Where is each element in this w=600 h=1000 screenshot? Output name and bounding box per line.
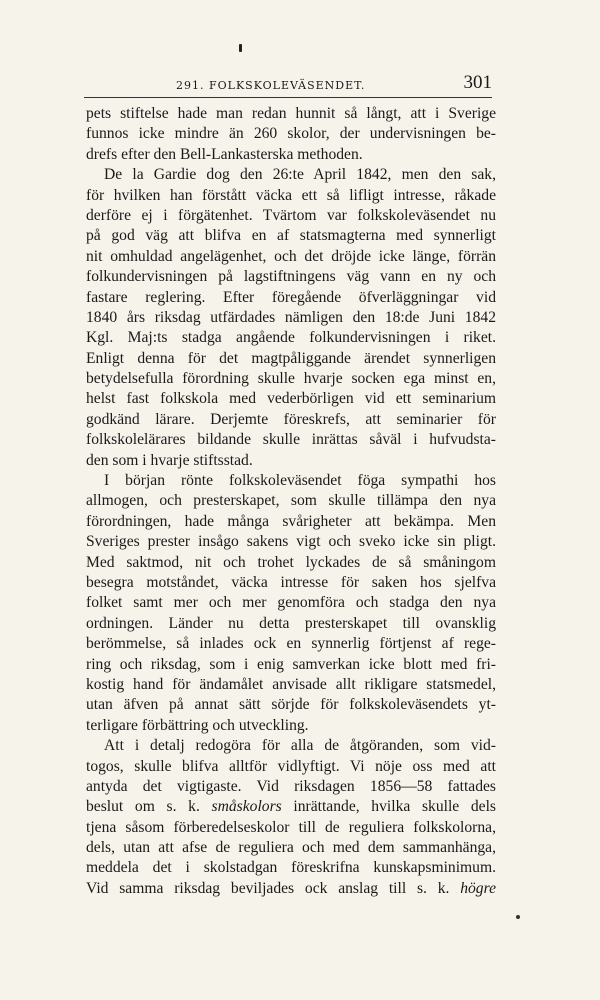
- text-line: [86, 655, 496, 675]
- text-line: [86, 593, 496, 613]
- text-line: [86, 308, 496, 328]
- text-line-content: beslut om s. k.: [86, 798, 212, 816]
- text-line-content: ordningen. Länder nu detta presterskapet till ovansklig: [86, 614, 496, 632]
- running-header: [84, 70, 492, 98]
- text-line: [86, 777, 496, 797]
- text-line: [86, 349, 496, 369]
- text-line: [86, 573, 496, 593]
- text-line-content: meddela det i skolstadgan föreskrifna kunskapsminimum.: [86, 859, 496, 877]
- margin-dot: [516, 915, 520, 919]
- text-line: [86, 328, 496, 348]
- text-line: [86, 716, 496, 736]
- text-line-content: Kgl. Maj:ts stadga angående folkundervisningen i riket.: [86, 329, 496, 347]
- text-line-content: funnos icke mindre än 260 skolor, der undervisningen be-: [86, 125, 496, 143]
- text-line-content: folket samt mer och mer genomföra och stadga den nya: [86, 594, 496, 612]
- text-line: [86, 757, 496, 777]
- text-line-content: pets stiftelse hade man redan hunnit så långt, att i Sverige: [86, 105, 496, 122]
- text-line-content: dels, utan att afse de reguliera och med dem sammanhänga,: [86, 839, 496, 857]
- text-line-content: berömmelse, så inlades ock en synnerlig förtjenst af rege-: [86, 635, 496, 653]
- text-line-content: fastare reglering. Efter föregående öfverläggningar vid: [86, 288, 496, 306]
- text-line-content: utan äfven på annat sätt sörjde för folkskoleväsendets yt-: [86, 696, 496, 714]
- page-number: 301: [463, 72, 492, 93]
- text-line-content: Enligt denna för det magtpåliggande ärendet synnerligen: [86, 349, 496, 367]
- text-line-content: I början rönte folkskoleväsendet föga sympathi hos: [104, 472, 496, 490]
- text-line: [86, 124, 496, 144]
- text-line-continuation: inrättande, hvilka skulle dels: [281, 798, 496, 816]
- text-line: [86, 553, 496, 573]
- text-line: [86, 288, 496, 308]
- text-line: [86, 267, 496, 287]
- body-text: [86, 104, 496, 899]
- text-line: [86, 818, 496, 838]
- text-line: [86, 104, 496, 124]
- text-line-content: antyda det vigtigaste. Vid riksdagen 1856—58 fattades: [86, 777, 496, 795]
- text-line-content: togos, skulle blifva alltför vidlyftigt. Vi nöje oss med att: [86, 757, 496, 775]
- text-line-content: besegra motståndet, väcka intresse för saken hos sjelfva: [86, 573, 496, 591]
- text-line: [86, 858, 496, 878]
- text-line: [86, 145, 496, 165]
- text-line-content: Vid samma riksdag beviljades ock anslag till s. k.: [86, 879, 461, 897]
- text-line: [86, 634, 496, 654]
- text-line: [86, 614, 496, 634]
- text-line: [86, 471, 496, 491]
- text-line-content: terligare förbättring och utveckling.: [86, 716, 309, 734]
- header-rule: [84, 97, 492, 98]
- text-line-content: betydelsefulla förordning skulle hvarje socken ega minst en,: [86, 370, 496, 388]
- text-line: [86, 491, 496, 511]
- italic-term: småskolors: [211, 798, 282, 816]
- text-line: [86, 451, 496, 471]
- ink-speck: [239, 44, 242, 52]
- text-line: [86, 736, 496, 756]
- text-line-content: Sveriges prester insågo sakens vigt och sveko icke sin pligt.: [86, 533, 496, 551]
- text-line-content: derföre ej i förgätenhet. Tvärtom var folkskoleväsendet nu: [86, 206, 496, 224]
- text-line-content: drefs efter den Bell-Lankasterska methoden.: [86, 145, 363, 163]
- text-line-content: Att i detalj redogöra för alla de åtgöranden, som vid-: [104, 737, 496, 755]
- text-line-content: ring och riksdag, som i enig samverkan icke blott med fri-: [86, 655, 496, 673]
- text-line-content: 1840 års riksdag utfärdades nämligen den 18:de Juni 1842: [86, 308, 496, 326]
- text-line: [86, 389, 496, 409]
- text-line: [86, 695, 496, 715]
- text-line-content: nit omhuldad angelägenhet, och det dröjde icke länge, förrän: [86, 247, 496, 265]
- text-line: [86, 226, 496, 246]
- text-line: [86, 838, 496, 858]
- running-title: 291. FOLKSKOLEVÄSENDET.: [176, 79, 366, 92]
- text-line: [86, 186, 496, 206]
- text-line: [86, 797, 496, 817]
- text-line-content: den som i hvarje stiftsstad.: [86, 451, 253, 469]
- text-line-content: Med saktmod, nit och trohet lyckades de så småningom: [86, 553, 496, 571]
- text-line-content: allmogen, och presterskapet, som skulle tillämpa den nya: [86, 492, 496, 510]
- text-line-content: folkundervisningen på lagstiftningens väg vann en ny och: [86, 268, 496, 286]
- text-line-content: förordningen, hade många svårigheter att bekämpa. Men: [86, 512, 496, 530]
- text-line: [86, 206, 496, 226]
- text-line: [86, 410, 496, 430]
- text-line-content: tjena såsom förberedelseskolor till de reguliera folkskolorna,: [86, 818, 496, 836]
- text-line-content: kostig hand för ändamålet anvisade allt rikligare statsmedel,: [86, 675, 496, 693]
- text-line-content: godkänd lärare. Derjemte föreskrefs, att seminarier för: [86, 410, 496, 428]
- italic-term: högre: [460, 879, 496, 897]
- text-line-content: helst fast folkskola med vederbörligen vid ett seminarium: [86, 390, 496, 408]
- text-line: [86, 430, 496, 450]
- text-line: [86, 532, 496, 552]
- text-line: [86, 879, 496, 899]
- text-line: [86, 512, 496, 532]
- text-line: [86, 369, 496, 389]
- text-line-content: på god väg att blifva en af statsmagterna med synnerligt: [86, 227, 496, 245]
- text-line-content: för hvilken han förstått väcka ett så lifligt intresse, råkade: [86, 186, 496, 204]
- text-line-content: folkskolelärares bildande skulle inrättas såväl i hufvudsta-: [86, 431, 496, 449]
- text-line: [86, 675, 496, 695]
- text-line: [86, 165, 496, 185]
- text-line: [86, 247, 496, 267]
- text-line-content: De la Gardie dog den 26:te April 1842, men den sak,: [104, 166, 496, 184]
